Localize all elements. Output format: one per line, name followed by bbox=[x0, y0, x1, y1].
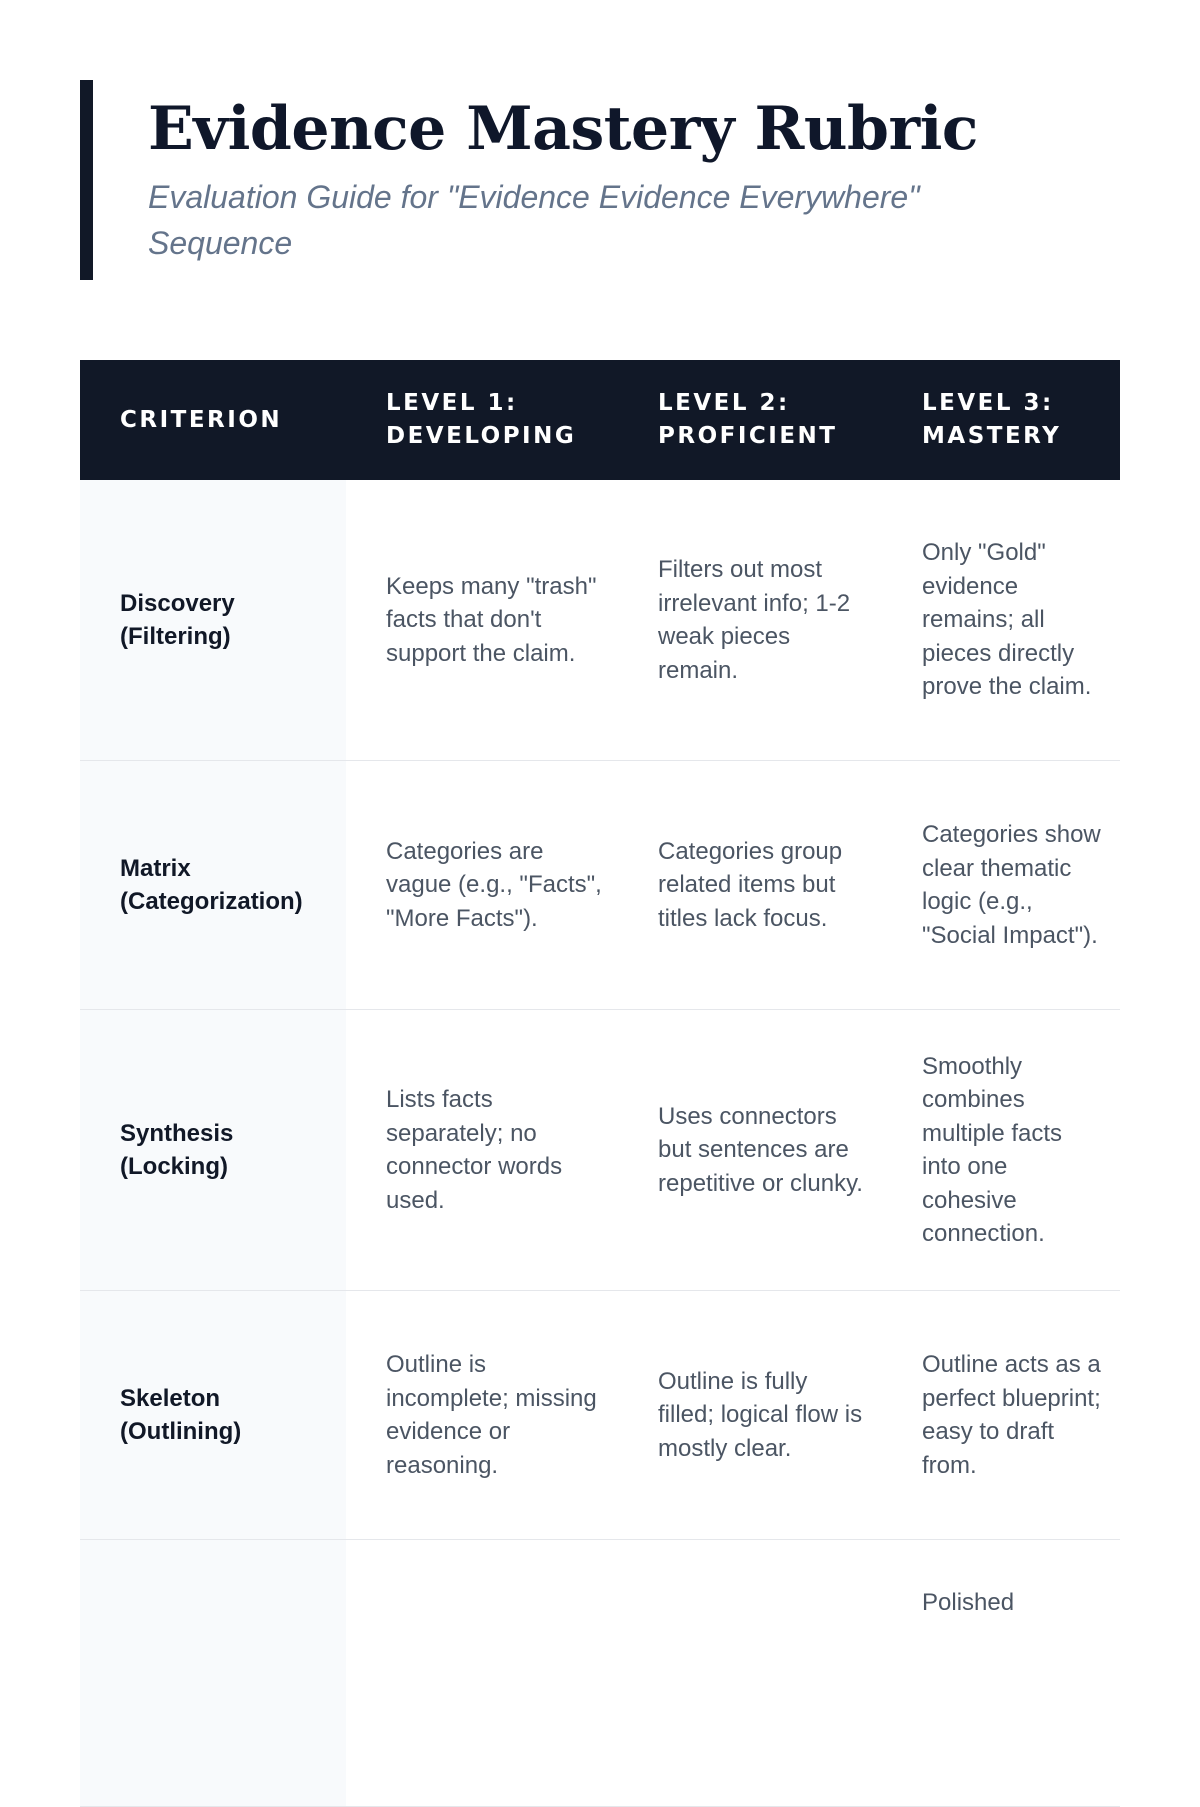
level-3-cell: Categories show clear thematic logic (e.g., "Social Impact"). bbox=[882, 761, 1120, 1010]
table-row bbox=[80, 480, 1120, 761]
level-3-cell: Outline acts as a perfect blueprint; easy to draft from. bbox=[882, 1291, 1120, 1540]
rubric-page bbox=[80, 80, 1120, 1616]
level-2-cell bbox=[618, 1540, 882, 1807]
level-1-cell bbox=[346, 1540, 618, 1807]
column-header-level-1: LEVEL 1: DEVELOPING bbox=[346, 360, 618, 480]
header-accent-bar bbox=[80, 80, 93, 280]
level-2-cell: Outline is fully filled; logical flow is mostly clear. bbox=[618, 1291, 882, 1540]
column-header-level-2: LEVEL 2: PROFICIENT bbox=[618, 360, 882, 480]
table-header-row bbox=[80, 360, 1120, 480]
criterion-cell: Matrix (Categorization) bbox=[80, 761, 346, 1010]
column-header-criterion: CRITERION bbox=[80, 360, 346, 480]
table-row bbox=[80, 761, 1120, 1010]
level-1-cell: Categories are vague (e.g., "Facts", "More Facts"). bbox=[346, 761, 618, 1010]
criterion-cell: Discovery (Filtering) bbox=[80, 480, 346, 761]
level-3-cell: Polished bbox=[882, 1540, 1120, 1807]
level-1-cell: Keeps many "trash" facts that don't support the claim. bbox=[346, 480, 618, 761]
level-2-cell: Filters out most irrelevant info; 1-2 weak pieces remain. bbox=[618, 480, 882, 761]
page-header bbox=[80, 80, 1120, 280]
level-1-cell: Lists facts separately; no connector words used. bbox=[346, 1010, 618, 1291]
level-2-cell: Uses connectors but sentences are repetitive or clunky. bbox=[618, 1010, 882, 1291]
criterion-cell: Skeleton (Outlining) bbox=[80, 1291, 346, 1540]
level-3-cell: Only "Gold" evidence remains; all pieces directly prove the claim. bbox=[882, 480, 1120, 761]
criterion-cell: Synthesis (Locking) bbox=[80, 1010, 346, 1291]
level-3-cell: Smoothly combines multiple facts into one cohesive connection. bbox=[882, 1010, 1120, 1291]
page-subtitle: Evaluation Guide for "Evidence Evidence Everywhere" Sequence bbox=[148, 179, 920, 261]
rubric-table bbox=[80, 360, 1120, 1807]
table-row bbox=[80, 1010, 1120, 1291]
criterion-cell bbox=[80, 1540, 346, 1807]
level-1-cell: Outline is incomplete; missing evidence or reasoning. bbox=[346, 1291, 618, 1540]
table-row bbox=[80, 1291, 1120, 1540]
level-2-cell: Categories group related items but titles lack focus. bbox=[618, 761, 882, 1010]
column-header-level-3: LEVEL 3: MASTERY bbox=[882, 360, 1120, 480]
table-row bbox=[80, 1540, 1120, 1807]
page-title: Evidence Mastery Rubric bbox=[148, 94, 978, 164]
